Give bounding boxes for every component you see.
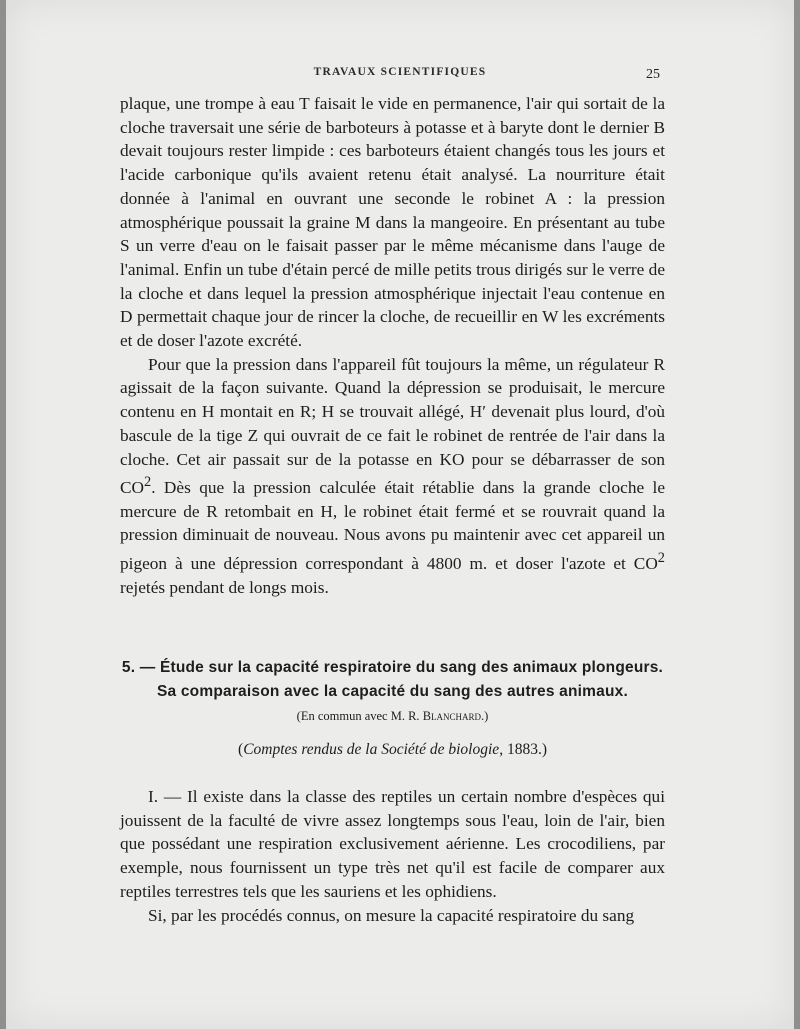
paragraph-reptiles: I. — Il existe dans la classe des reptiles un certain nombre d'espèces qui jouissent de la faculté de vivre assez longtemps sous l'eau, loin de l'air, bien que possédant une respiration exclusivement aérienne. Les crocodiliens, par exemple, nous fournissent un type très net qu'il est facile de comparer aux reptiles terrestres tels que les sauriens et les ophidiens. [120,787,665,901]
body-text-top [120,92,665,599]
source-citation [120,741,665,759]
paragraph-blood-capacity: Si, par les procédés connus, on mesure la capacité respiratoire du sang [148,905,635,925]
paragraph-text: rejetés pendant de longs mois. [120,577,329,597]
citation-paren: ( [238,741,244,758]
page-header [6,66,794,86]
running-head: TRAVAUX SCIENTIFIQUES [313,66,487,78]
section-heading [120,656,665,704]
paragraph-apparatus-description: plaque, une trompe à eau T faisait le vide en permanence, l'air qui sortait de la cloche traversait une série de barboteurs à potasse et à baryte dont le dernier B devait toujours rester limpide : ces barboteurs étaient changés tous les jours et l'acide carbonique qu'ils avaient retenu était analysé. La nourriture était donnée à l'animal en ouvrant une seconde le robinet A : la pression atmosphérique poussait la graine M dans la mangeoire. En présentant au tube S un verre d'eau on le faisait passer par le même mécanisme dans l'auge de l'animal. Enfin un tube d'étain percé de mille petits trous dirigés sur le verre de la cloche et dans lequel la pression atmosphérique injectait l'eau contenue en D permettait chaque jour de rincer la cloche, de recueillir en W les excréments et de doser l'azote excrété. [120,94,665,351]
section-title-line-1: 5. — Étude sur la capacité respiratoire du sang des animaux plongeurs. [121,659,664,676]
paragraph-text: devenait plus lourd, d'où bascule de la tige Z qui ouvrait de ce fait le robinet de rentrée de l'air dans la cloche. Cet air passait sur de la potasse en KO pour se débarrasser de son CO [120,402,665,498]
collab-name: Blanchard [422,709,482,723]
body-text-bottom [120,785,665,927]
superscript: 2 [657,550,665,567]
prime-mark: ′ [482,402,486,422]
superscript: 2 [144,474,152,491]
paragraph-pressure-regulator [120,353,665,600]
collaboration-note [120,709,665,724]
citation-journal: Comptes rendus de la Société de biologie [243,741,500,758]
collab-prefix: (En commun avec M. R. [296,709,423,723]
collab-suffix: .) [481,709,489,723]
section-title-line-2: Sa comparaison avec la capacité du sang des autres animaux. [157,683,628,700]
document-page [6,0,794,1029]
page-number: 25 [646,67,660,82]
citation-year: , 1883.) [499,741,547,758]
paragraph-text: . Dès que la pression calculée était rétablie dans la grande cloche le mercure de R retombait en H, le robinet était fermé et se rouvrait quand la pression diminuait de nouveau. Nous avons pu maintenir avec cet appareil un pigeon à une dépression correspondant à 4800 m. et doser l'azote et CO [120,478,665,573]
paragraph-text: Pour que la pression dans l'appareil fût toujours la même, un régulateur R agissait de la façon suivante. Quand la dépression se produisait, le mercure contenu en H montait en R; H se trouvait allégé, H [120,354,665,422]
